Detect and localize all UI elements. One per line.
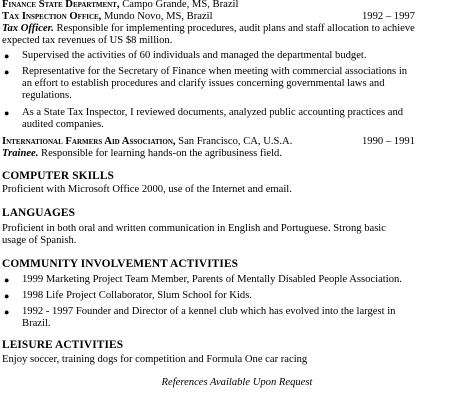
job-2-header bbox=[2, 11, 213, 23]
leisure-text: Enjoy soccer, training dogs for competition and Formula One car racing bbox=[2, 354, 308, 365]
job-2-employer: Tax Inspection Office, bbox=[2, 11, 102, 22]
job-3-header bbox=[2, 136, 292, 148]
languages-text-line-2: usage of Spanish. bbox=[2, 235, 77, 246]
community-bullet-2-text: 1998 Life Project Collaborator, Slum School for Kids. bbox=[22, 290, 252, 301]
leisure-heading: LEISURE ACTIVITIES bbox=[2, 339, 124, 351]
job-3-dates: 1990 – 1991 bbox=[362, 136, 415, 147]
job-2-description: Responsible for implementing procedures, audit plans and staff allocation to achieve bbox=[53, 23, 415, 34]
job-3-location: San Francisco, CA, U.S.A. bbox=[175, 136, 293, 147]
bullet-icon: ● bbox=[4, 51, 10, 61]
community-bullet-1-text: 1999 Marketing Project Team Member, Parents of Mentally Disabled People Association. bbox=[22, 274, 402, 285]
job-2-bullet-1 bbox=[2, 50, 468, 62]
job-2-role-line bbox=[2, 23, 415, 35]
bullet-icon: ● bbox=[4, 275, 10, 285]
community-bullet-3-line-2: Brazil. bbox=[22, 318, 51, 329]
job-2-bullet-2-line-2: an effort to establish procedures and clarify issues concerning governmental laws and bbox=[22, 78, 385, 89]
job-2-bullet-3-line-2: audited companies. bbox=[22, 119, 104, 130]
job-3-role: Trainee. bbox=[2, 148, 39, 159]
community-heading: COMMUNITY INVOLVEMENT ACTIVITIES bbox=[2, 258, 239, 270]
community-bullet-3-line-1: 1992 - 1997 Founder and Director of a kennel club which has evolved into the largest in bbox=[22, 306, 396, 317]
computer-skills-text: Proficient with Microsoft Office 2000, use of the Internet and email. bbox=[2, 184, 292, 195]
job-2-dates: 1992 – 1997 bbox=[362, 11, 415, 22]
job-1-employer: Finance State Department, bbox=[2, 0, 120, 10]
job-2-bullet-2-line-3: regulations. bbox=[22, 90, 72, 101]
job-1-header bbox=[2, 0, 238, 11]
job-3-description: Responsible for learning hands-on the agribusiness field. bbox=[38, 148, 282, 159]
job-3-role-line bbox=[2, 148, 282, 160]
job-2-bullet-1-text: Supervised the activities of 60 individuals and managed the departmental budget. bbox=[22, 50, 367, 61]
job-2-description-cont: expected tax revenues of US $8 million. bbox=[2, 35, 173, 46]
languages-text-line-1: Proficient in both oral and written communication in English and Portuguese. Strong basic bbox=[2, 223, 386, 234]
community-bullet-1 bbox=[2, 274, 468, 286]
job-2-bullet-3-line-1: As a State Tax Inspector, I reviewed documents, analyzed public accounting practices and bbox=[22, 107, 404, 118]
job-1-location: Campo Grande, MS, Brazil bbox=[119, 0, 239, 10]
job-2-location: Mundo Novo, MS, Brazil bbox=[101, 11, 213, 22]
bullet-icon: ● bbox=[4, 307, 10, 317]
job-2-bullet-2-line-1: Representative for the Secretary of Finance when meeting with commercial associations in bbox=[22, 66, 408, 77]
job-3-employer: International Farmers Aid Association, bbox=[2, 136, 176, 147]
references-note: References Available Upon Request bbox=[161, 377, 313, 388]
community-bullet-3 bbox=[2, 306, 468, 330]
bullet-icon: ● bbox=[4, 108, 10, 118]
job-2-bullet-3 bbox=[2, 107, 468, 131]
computer-skills-heading: COMPUTER SKILLS bbox=[2, 170, 114, 182]
languages-heading: LANGUAGES bbox=[2, 207, 76, 219]
job-2-role: Tax Officer. bbox=[2, 23, 54, 34]
community-bullet-2 bbox=[2, 290, 468, 302]
bullet-icon: ● bbox=[4, 291, 10, 301]
job-2-bullet-2 bbox=[2, 66, 468, 102]
bullet-icon: ● bbox=[4, 67, 10, 77]
